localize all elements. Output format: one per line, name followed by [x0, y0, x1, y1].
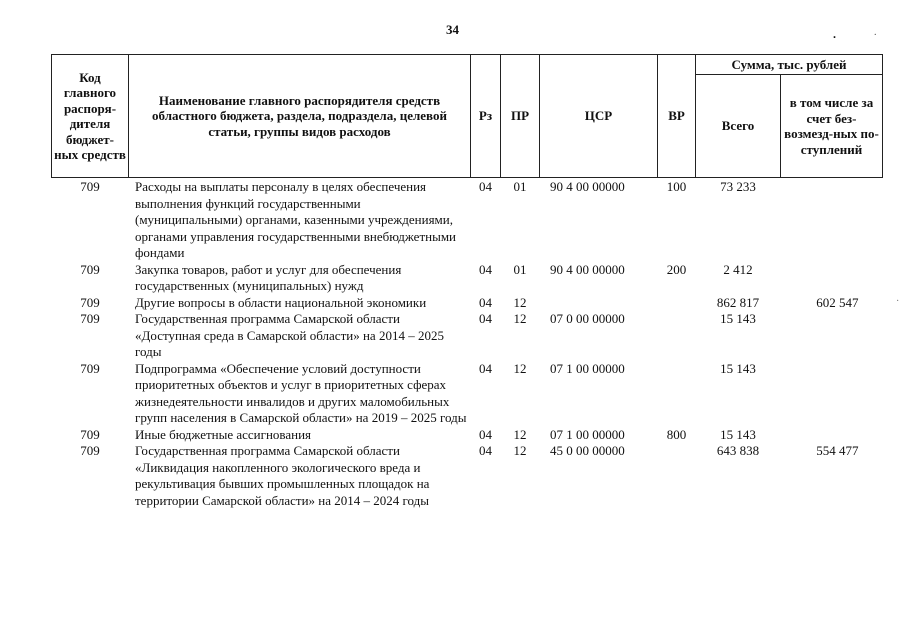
cell-pr: 12 [513, 294, 527, 310]
cell-csr [540, 295, 658, 312]
header-pr: ПР [501, 55, 540, 178]
header-code: Код главного распоря-дителя бюджет-ных средств [52, 55, 129, 178]
header-vr: ВР [658, 55, 696, 178]
cell-vr [658, 443, 696, 509]
cell-code: 709 [80, 311, 100, 326]
cell-vr [658, 295, 696, 312]
cell-code: 709 [80, 360, 100, 376]
table-row [52, 178, 883, 262]
cell-total: 73 233 [720, 179, 756, 194]
cell-rz: 04 [479, 311, 492, 326]
corner-mark: . [833, 27, 836, 41]
cell-code: 709 [80, 443, 100, 458]
table-row [52, 443, 883, 509]
corner-mark: . [874, 27, 877, 38]
cell-total: 643 838 [716, 443, 760, 458]
header-name: Наименование главного распорядителя средств областного бюджета, раздела, подраздела, целевой статьи, группы видов расходов [129, 55, 471, 178]
cell-total: 15 143 [720, 426, 756, 442]
cell-rz: 04 [479, 261, 492, 277]
cell-pr: 01 [513, 261, 527, 277]
cell-code: 709 [80, 294, 100, 310]
cell-name: Расходы на выплаты персоналу в целях обеспечения выполнения функций государственными (муниципальными) органами, казенными учреждениями, органами управления государственными внебюджетными фондами [135, 179, 457, 260]
cell-grants [781, 262, 883, 295]
table-body [52, 178, 883, 510]
table-row [52, 311, 883, 361]
header-total: Всего [696, 75, 781, 178]
scan-mark: · [896, 296, 900, 307]
cell-rz: 04 [479, 360, 492, 376]
cell-code: 709 [80, 261, 100, 277]
cell-csr: 90 4 00 00000 [550, 179, 625, 194]
cell-csr: 07 1 00 00000 [550, 360, 625, 376]
cell-vr: 100 [666, 179, 687, 194]
cell-grants: 602 547 [816, 294, 859, 310]
cell-rz: 04 [479, 179, 492, 194]
header-csr: ЦСР [540, 55, 658, 178]
cell-vr [658, 361, 696, 427]
cell-name: Закупка товаров, работ и услуг для обеспечения государственных (муниципальных) нужд [135, 261, 402, 293]
table-row [52, 427, 883, 444]
cell-csr: 90 4 00 00000 [550, 261, 625, 277]
cell-rz: 04 [479, 426, 492, 442]
cell-grants [781, 311, 883, 361]
cell-name: Иные бюджетные ассигнования [135, 426, 312, 442]
cell-name: Подпрограмма «Обеспечение условий доступности приоритетных объектов и услуг в приоритетных сферах жизнедеятельности инвалидов и других маломобильных групп населения в Самарской области» на 2019 – 2025 годы [135, 360, 467, 425]
cell-vr: 200 [666, 261, 687, 277]
cell-grants [781, 361, 883, 427]
cell-pr: 12 [513, 426, 527, 442]
page-number: 34 [446, 22, 459, 37]
cell-name: Другие вопросы в области национальной экономики [135, 294, 427, 310]
cell-pr: 12 [513, 443, 527, 458]
table-row [52, 295, 883, 312]
cell-grants [781, 427, 883, 444]
cell-csr: 45 0 00 00000 [550, 443, 625, 458]
cell-code: 709 [80, 179, 100, 194]
header-rz: Рз [471, 55, 501, 178]
cell-csr: 07 0 00 00000 [550, 311, 625, 326]
cell-vr: 800 [666, 426, 687, 442]
header-grants: в том числе за счет без-возмезд-ных по-ступлений [781, 75, 883, 178]
cell-name: Государственная программа Самарской области «Доступная среда в Самарской области» на 2014 – 2025 годы [135, 311, 444, 359]
cell-rz: 04 [479, 294, 492, 310]
table-row [52, 262, 883, 295]
cell-total: 15 143 [720, 311, 756, 326]
cell-total: 862 817 [716, 294, 760, 310]
cell-total: 15 143 [720, 360, 756, 376]
table-row [52, 361, 883, 427]
cell-vr [658, 311, 696, 361]
cell-pr: 01 [513, 179, 527, 194]
cell-grants: 554 477 [816, 443, 859, 458]
cell-total: 2 412 [723, 261, 753, 277]
cell-pr: 12 [513, 311, 527, 326]
cell-name: Государственная программа Самарской области «Ликвидация накопленного экологического вреда и рекультивация бывших промышленных площадок на территории Самарской области» на 2014 – 2024 годы [135, 443, 430, 508]
cell-rz: 04 [479, 443, 492, 458]
cell-grants [781, 178, 883, 262]
budget-table [51, 54, 883, 509]
cell-pr: 12 [513, 360, 527, 376]
table-header [52, 55, 883, 178]
cell-csr: 07 1 00 00000 [550, 426, 625, 442]
cell-code: 709 [80, 426, 100, 442]
header-sum-group: Сумма, тыс. рублей [696, 55, 883, 75]
